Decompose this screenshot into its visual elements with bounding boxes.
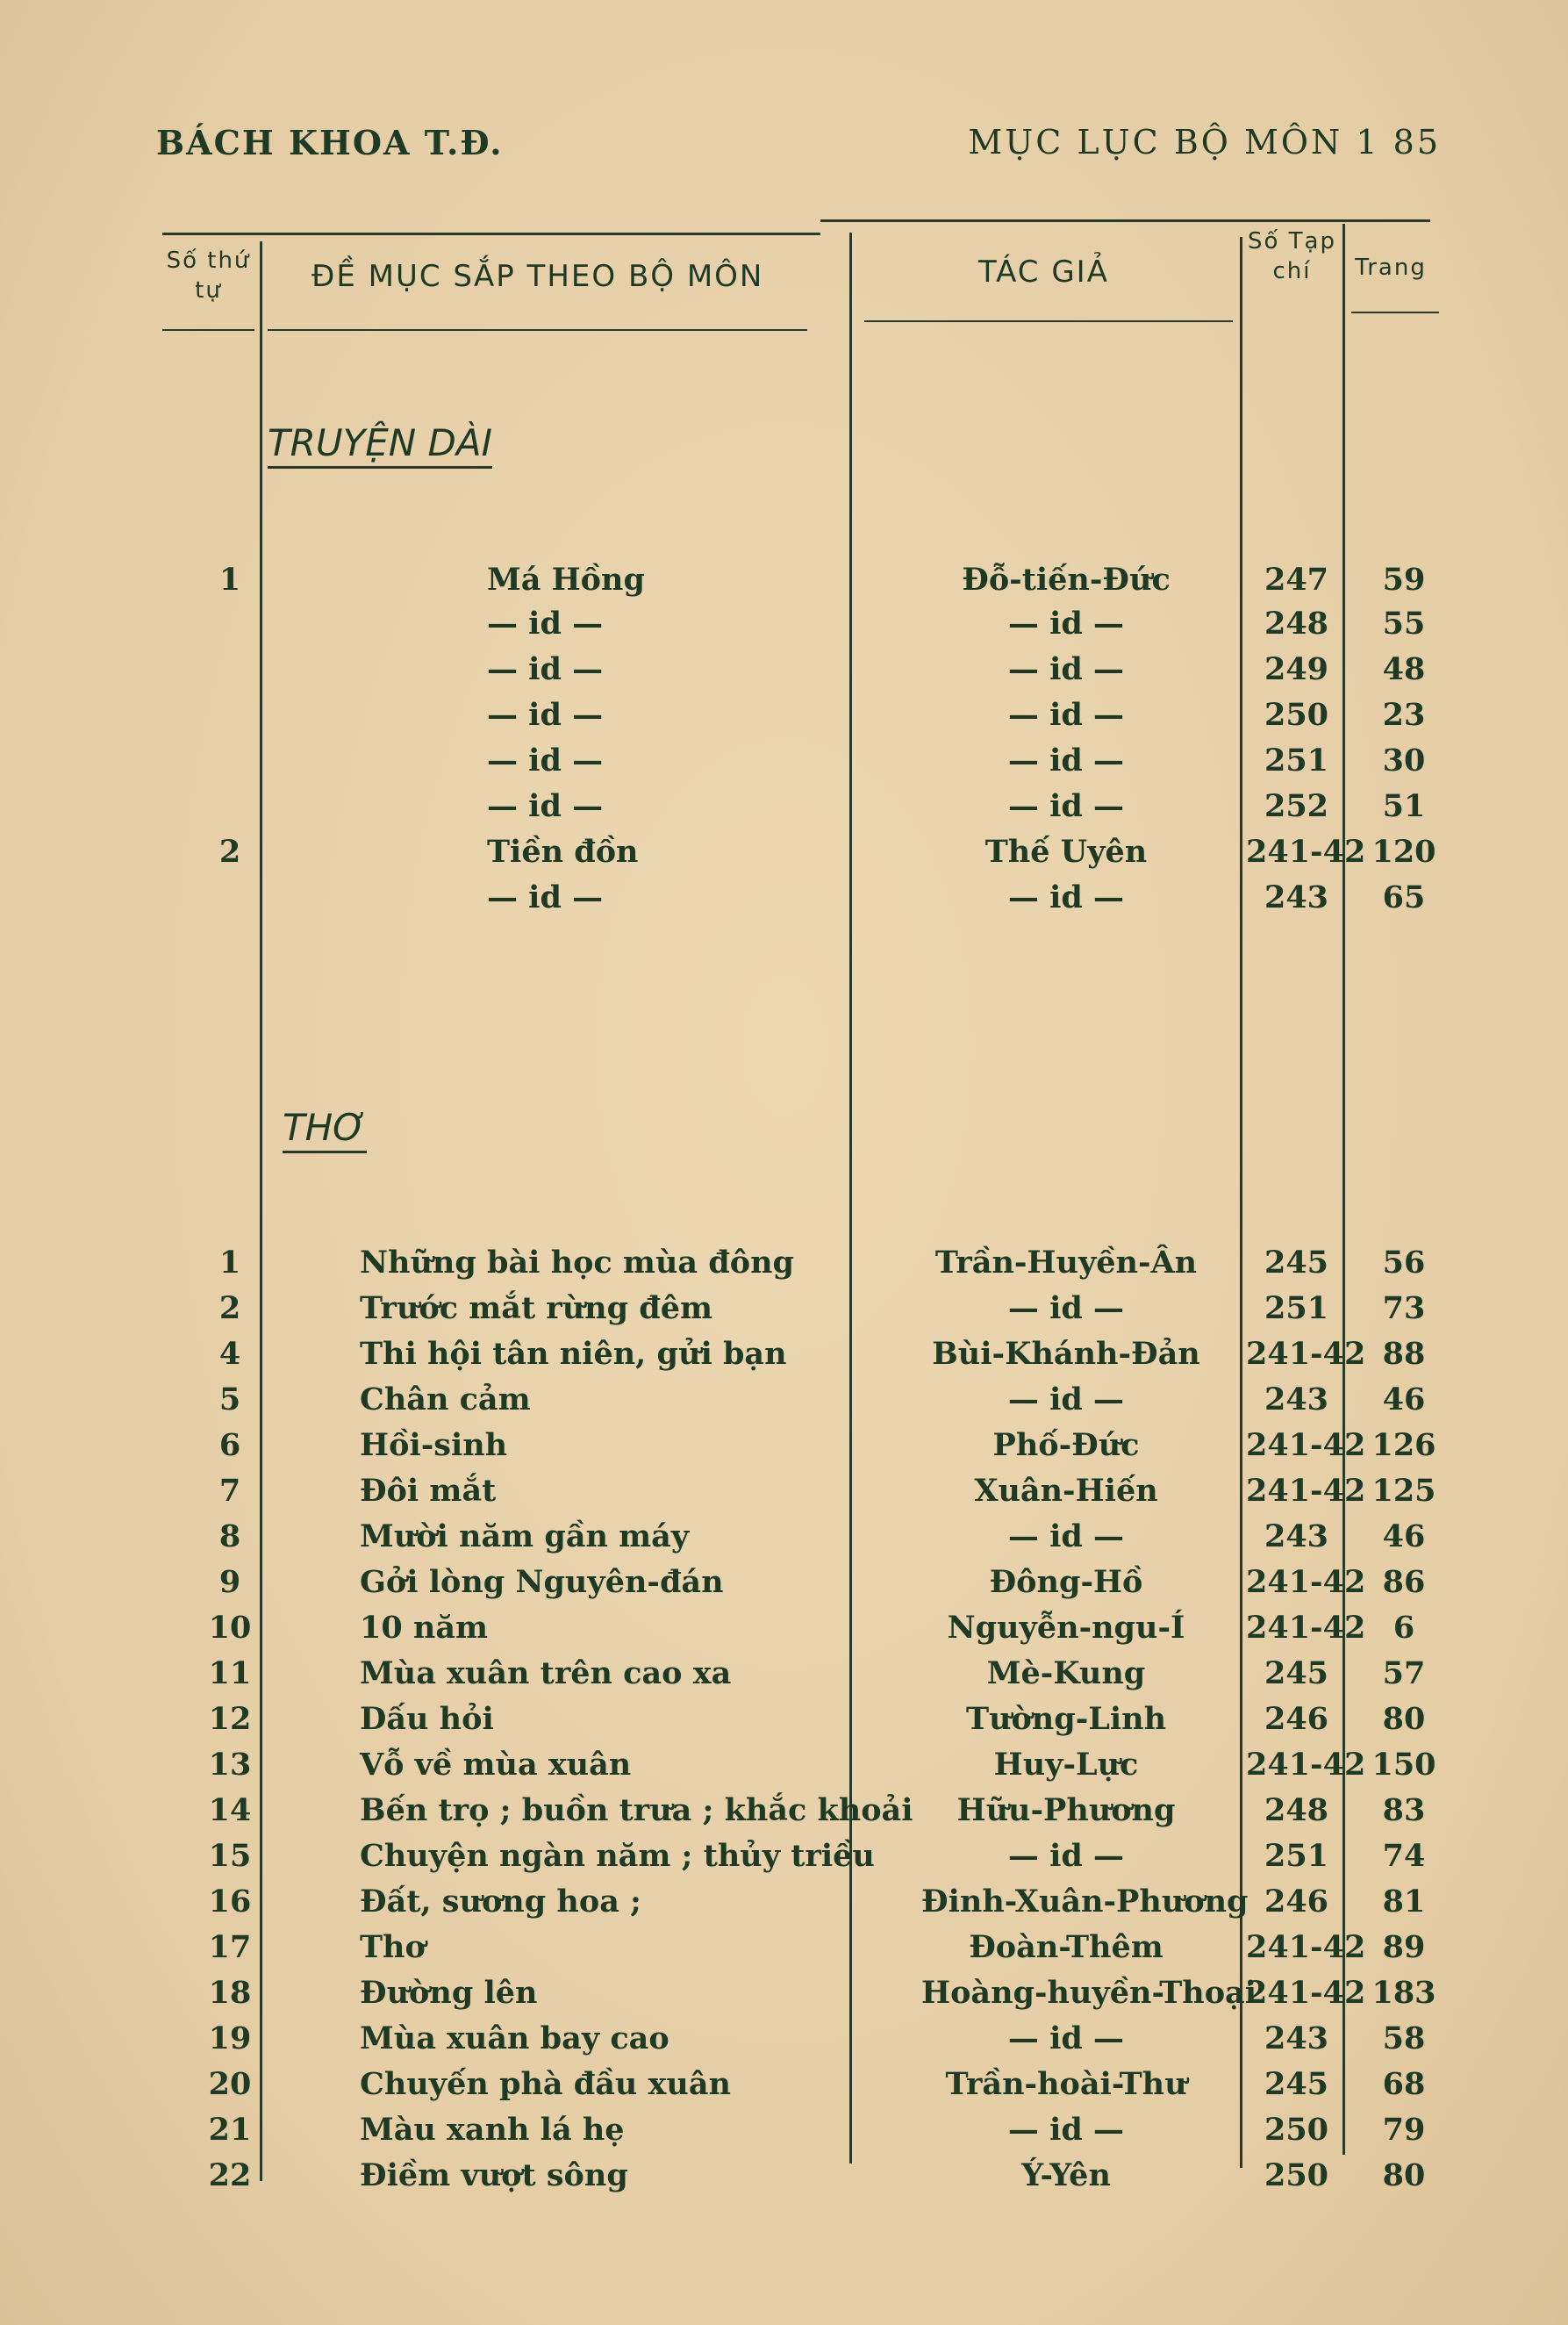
- row-number: 2: [218, 834, 241, 870]
- table-row: [0, 1564, 1568, 1608]
- row-issue: 241-42: [1246, 1336, 1366, 1372]
- row-number: 8: [218, 1518, 241, 1554]
- table-row: [0, 834, 1568, 878]
- row-title: — id —: [487, 606, 604, 642]
- row-number: 9: [218, 1564, 241, 1600]
- row-author: — id —: [1007, 1290, 1125, 1326]
- row-number: 18: [208, 1975, 252, 2011]
- row-number: 5: [218, 1381, 241, 1417]
- running-head-left: BÁCH KHOA T.Đ.: [156, 123, 504, 162]
- row-page: 68: [1382, 2066, 1426, 2102]
- row-page: 57: [1382, 1655, 1426, 1691]
- row-author: Đông-Hồ: [989, 1564, 1143, 1600]
- row-author: — id —: [1007, 743, 1125, 779]
- row-author: Mè-Kung: [986, 1655, 1146, 1691]
- row-page: 86: [1382, 1564, 1426, 1600]
- table-row: [0, 2020, 1568, 2064]
- row-issue: 243: [1264, 1518, 1329, 1554]
- row-issue: 251: [1264, 1838, 1329, 1874]
- row-title: Thi hội tân niên, gửi bạn: [360, 1336, 787, 1372]
- row-page: 126: [1371, 1427, 1436, 1463]
- row-author: Tường-Linh: [965, 1701, 1167, 1737]
- rule-under-title: [268, 329, 807, 331]
- row-author: — id —: [1007, 651, 1125, 687]
- row-author: Hữu-Phương: [956, 1792, 1176, 1828]
- col-head-issue: Số Tạp chí: [1248, 228, 1336, 284]
- row-number: 14: [208, 1792, 252, 1828]
- table-row: [0, 606, 1568, 649]
- rule-under-page: [1351, 312, 1439, 313]
- row-author: Đỗ-tiến-Đức: [962, 562, 1171, 598]
- row-page: 120: [1371, 834, 1436, 870]
- row-number: 12: [208, 1701, 252, 1737]
- table-row: [0, 1518, 1568, 1562]
- row-issue: 241-42: [1246, 1929, 1366, 1965]
- row-page: 46: [1382, 1381, 1426, 1417]
- row-title: Chuyện ngàn năm ; thủy triều: [360, 1838, 875, 1874]
- row-title: Gởi lòng Nguyên-đán: [360, 1564, 724, 1600]
- row-number: 20: [208, 2066, 252, 2102]
- row-title: 10 năm: [360, 1610, 489, 1646]
- row-title: — id —: [487, 788, 604, 824]
- row-issue: 245: [1264, 2066, 1329, 2102]
- row-author: — id —: [1007, 1518, 1125, 1554]
- table-row: [0, 2066, 1568, 2110]
- row-issue: 241-42: [1246, 1747, 1366, 1783]
- row-page: 80: [1382, 1701, 1426, 1737]
- row-page: 79: [1382, 2112, 1426, 2148]
- row-title: — id —: [487, 879, 604, 915]
- row-page: 81: [1382, 1884, 1426, 1920]
- table-row: [0, 651, 1568, 695]
- row-title: Chuyến phà đầu xuân: [360, 2066, 731, 2102]
- row-issue: 246: [1264, 1884, 1329, 1920]
- table-row: [0, 2112, 1568, 2156]
- row-author: Ý-Yên: [1021, 2157, 1111, 2193]
- row-number: 1: [218, 1245, 241, 1281]
- row-page: 83: [1382, 1792, 1426, 1828]
- row-title: Đất, sương hoa ;: [360, 1884, 641, 1920]
- table-row: [0, 1838, 1568, 1882]
- row-page: 30: [1382, 743, 1426, 779]
- header-top-rule-right: [820, 219, 1430, 222]
- row-number: 22: [208, 2157, 252, 2193]
- table-row: [0, 788, 1568, 832]
- header-top-rule-left: [162, 233, 820, 235]
- table-row: [0, 1747, 1568, 1790]
- row-issue: 245: [1264, 1655, 1329, 1691]
- row-number: 13: [208, 1747, 252, 1783]
- row-issue: 247: [1264, 562, 1329, 598]
- row-page: 46: [1382, 1518, 1426, 1554]
- row-issue: 250: [1264, 697, 1329, 733]
- col-head-author: TÁC GIẢ: [978, 255, 1109, 290]
- table-row: [0, 1473, 1568, 1517]
- row-title: Mùa xuân bay cao: [360, 2020, 669, 2056]
- row-title: Điềm vượt sông: [360, 2157, 628, 2193]
- row-author: Bùi-Khánh-Đản: [932, 1336, 1200, 1372]
- row-title: Tiền đồn: [487, 834, 639, 870]
- row-author: Huy-Lực: [993, 1747, 1139, 1783]
- row-issue: 241-42: [1246, 1473, 1366, 1509]
- row-page: 74: [1382, 1838, 1426, 1874]
- row-issue: 243: [1264, 879, 1329, 915]
- row-number: 7: [218, 1473, 241, 1509]
- row-page: 88: [1382, 1336, 1426, 1372]
- row-issue: 248: [1264, 606, 1329, 642]
- row-title: Bến trọ ; buồn trưa ; khắc khoải: [360, 1792, 913, 1828]
- row-issue: 251: [1264, 743, 1329, 779]
- row-title: Mười năm gần máy: [360, 1518, 690, 1554]
- row-title: — id —: [487, 697, 604, 733]
- row-number: 16: [208, 1884, 252, 1920]
- row-page: 89: [1382, 1929, 1426, 1965]
- row-title: Mùa xuân trên cao xa: [360, 1655, 732, 1691]
- row-number: 17: [208, 1929, 252, 1965]
- row-page: 58: [1382, 2020, 1426, 2056]
- row-issue: 241-42: [1246, 1975, 1366, 2011]
- row-title: Màu xanh lá hẹ: [360, 2112, 625, 2148]
- row-author: — id —: [1007, 2020, 1125, 2056]
- row-title: — id —: [487, 651, 604, 687]
- table-row: [0, 743, 1568, 786]
- row-title: Những bài học mùa đông: [360, 1245, 794, 1281]
- row-page: 80: [1382, 2157, 1426, 2193]
- row-title: Chân cảm: [360, 1381, 531, 1417]
- row-issue: 245: [1264, 1245, 1329, 1281]
- rule-under-author: [864, 320, 1233, 322]
- table-row: [0, 562, 1568, 606]
- table-row: [0, 697, 1568, 741]
- row-page: 56: [1382, 1245, 1426, 1281]
- row-page: 65: [1382, 879, 1426, 915]
- row-page: 150: [1371, 1747, 1436, 1783]
- row-author: — id —: [1007, 788, 1125, 824]
- section-heading-truyen-dai: TRUYỆN DÀI: [268, 421, 492, 469]
- table-row: [0, 1975, 1568, 2019]
- rule-under-number: [162, 329, 254, 331]
- row-author: — id —: [1007, 697, 1125, 733]
- row-issue: 251: [1264, 1290, 1329, 1326]
- row-page: 51: [1382, 788, 1426, 824]
- table-row: [0, 1655, 1568, 1699]
- row-issue: 243: [1264, 1381, 1329, 1417]
- row-issue: 241-42: [1246, 1610, 1366, 1646]
- table-row: [0, 1792, 1568, 1836]
- row-page: 55: [1382, 606, 1426, 642]
- row-issue: 250: [1264, 2112, 1329, 2148]
- table-row: [0, 1245, 1568, 1288]
- row-page: 125: [1371, 1473, 1436, 1509]
- col-head-page: Trang: [1355, 255, 1427, 281]
- row-issue: 241-42: [1246, 834, 1366, 870]
- row-page: 48: [1382, 651, 1426, 687]
- row-author: — id —: [1007, 1381, 1125, 1417]
- row-number: 11: [208, 1655, 252, 1691]
- row-author: Xuân-Hiến: [974, 1473, 1158, 1509]
- row-issue: 243: [1264, 2020, 1329, 2056]
- running-head-right: MỤC LỤC BỘ MÔN 1 85: [968, 123, 1441, 161]
- table-row: [0, 879, 1568, 923]
- row-number: 19: [208, 2020, 252, 2056]
- row-number: 2: [218, 1290, 241, 1326]
- table-row: [0, 1929, 1568, 1973]
- row-issue: 246: [1264, 1701, 1329, 1737]
- row-number: 15: [208, 1838, 252, 1874]
- row-title: Thơ: [360, 1929, 426, 1965]
- row-issue: 241-42: [1246, 1564, 1366, 1600]
- row-page: 6: [1393, 1610, 1415, 1646]
- row-author: Trần-Huyền-Ân: [934, 1245, 1198, 1281]
- row-issue: 252: [1264, 788, 1329, 824]
- row-author: — id —: [1007, 1838, 1125, 1874]
- row-author: — id —: [1007, 879, 1125, 915]
- row-author: Đoàn-Thêm: [969, 1929, 1163, 1965]
- row-issue: 250: [1264, 2157, 1329, 2193]
- row-author: — id —: [1007, 2112, 1125, 2148]
- row-issue: 248: [1264, 1792, 1329, 1828]
- row-page: 73: [1382, 1290, 1426, 1326]
- row-number: 1: [218, 562, 241, 598]
- table-row: [0, 2157, 1568, 2201]
- row-number: 6: [218, 1427, 241, 1463]
- row-title: — id —: [487, 743, 604, 779]
- section-heading-tho: THƠ: [283, 1106, 367, 1153]
- row-page: 59: [1382, 562, 1426, 598]
- row-number: 10: [208, 1610, 252, 1646]
- row-number: 21: [208, 2112, 252, 2148]
- table-row: [0, 1610, 1568, 1654]
- row-number: 4: [218, 1336, 241, 1372]
- row-author: — id —: [1007, 606, 1125, 642]
- row-author: Thế Uyên: [984, 834, 1148, 870]
- row-author: Nguyễn-ngu-Í: [947, 1610, 1185, 1646]
- row-title: Đôi mắt: [360, 1473, 497, 1509]
- table-row: [0, 1290, 1568, 1334]
- row-author: Trần-hoài-Thư: [945, 2066, 1187, 2102]
- row-title: Hồi-sinh: [360, 1427, 508, 1463]
- table-row: [0, 1381, 1568, 1425]
- table-row: [0, 1336, 1568, 1380]
- row-author: Đinh-Xuân-Phương: [921, 1884, 1249, 1920]
- row-title: Đường lên: [360, 1975, 538, 2011]
- row-page: 23: [1382, 697, 1426, 733]
- row-author: Hoàng-huyền-Thoại: [921, 1975, 1257, 2011]
- col-head-number: Số thứ tự: [166, 248, 251, 304]
- col-head-title: ĐỀ MỤC SẮP THEO BỘ MÔN: [311, 259, 764, 294]
- row-author: Phố-Đức: [992, 1427, 1140, 1463]
- row-title: Má Hồng: [487, 562, 645, 598]
- row-issue: 249: [1264, 651, 1329, 687]
- row-issue: 241-42: [1246, 1427, 1366, 1463]
- table-row: [0, 1884, 1568, 1927]
- row-title: Trước mắt rừng đêm: [360, 1290, 713, 1326]
- table-row: [0, 1701, 1568, 1745]
- row-title: Dấu hỏi: [360, 1701, 494, 1737]
- row-title: Vỗ về mùa xuân: [360, 1747, 632, 1783]
- table-row: [0, 1427, 1568, 1471]
- row-page: 183: [1371, 1975, 1436, 2011]
